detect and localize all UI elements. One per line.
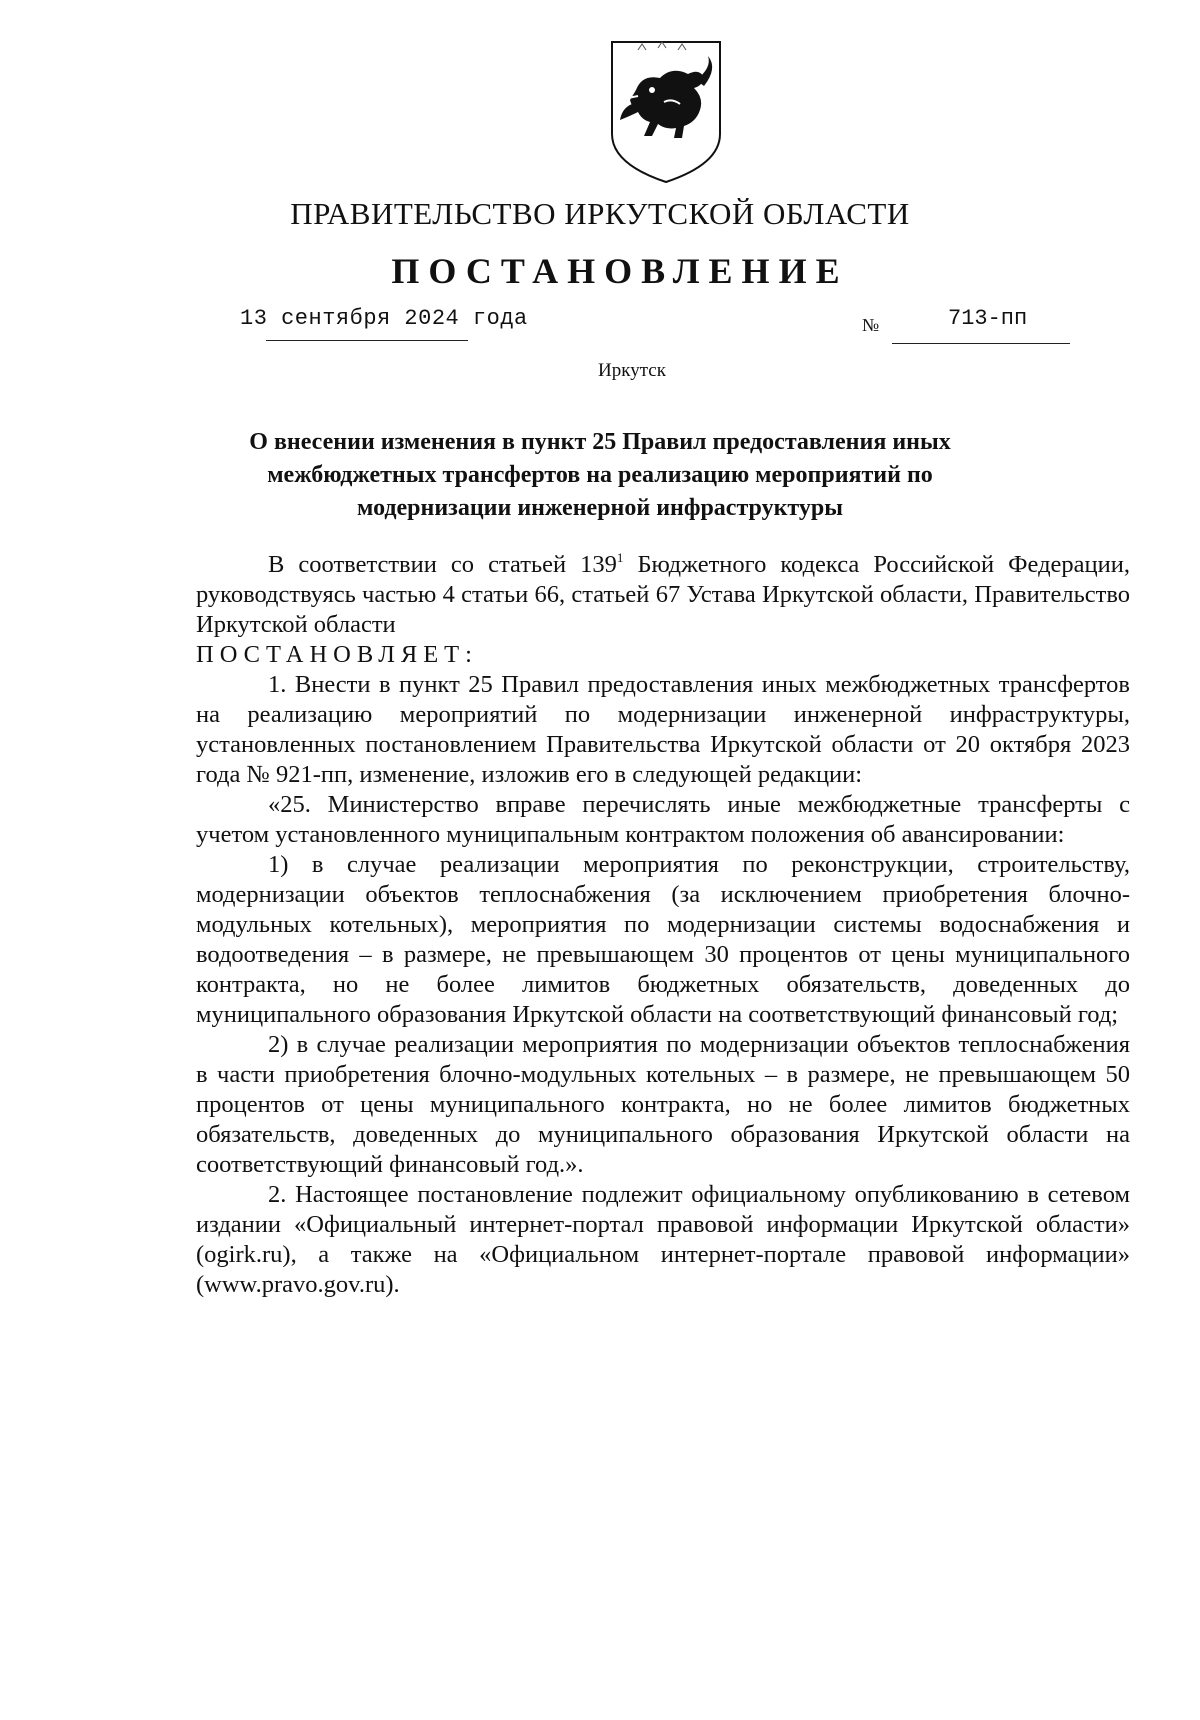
document-number: 713-пп <box>948 306 1028 331</box>
subparagraph-2: 2) в случае реализации мероприятия по модернизации объектов теплоснабжения в части приобретения блочно-модульных котельных – в размере, не превышающем 50 процентов от цены муниципального контракта, но не более лимитов бюджетных обязательств, доведенных до муниципального образования Иркутской области на соответствующий финансовый год.». <box>196 1031 1130 1178</box>
date-field <box>240 306 540 331</box>
preamble <box>196 550 1130 640</box>
article-superscript: 1 <box>616 550 624 565</box>
paragraph-item-2: 2. Настоящее постановление подлежит официальному опубликованию в сетевом издании «Официальный интернет-портал правовой информации Иркутской области» (ogirk.ru), а также на «Официальном интернет-портале правовой информации» (www.pravo.gov.ru). <box>196 1181 1130 1298</box>
title-line: модернизации инженерной инфраструктуры <box>357 495 843 521</box>
organization-name: ПРАВИТЕЛЬСТВО ИРКУТСКОЙ ОБЛАСТИ <box>290 196 910 231</box>
title-line: межбюджетных трансфертов на реализацию мероприятий по <box>267 462 933 488</box>
number-sign: № <box>862 315 880 335</box>
document-date: 13 сентября 2024 года <box>240 306 528 331</box>
document-type: ПОСТАНОВЛЕНИЕ <box>391 251 849 291</box>
subparagraph-1: 1) в случае реализации мероприятия по реконструкции, строительству, модернизации объектов теплоснабжения (за исключением приобретения блочно-модульных котельных), мероприятия по модернизации системы водоснабжения и водоотведения – в размере, не превышающем 30 процентов от цены муниципального контракта, но не более лимитов бюджетных обязательств, доведенных до муниципального образования Иркутской области на соответствующий финансовый год; <box>196 851 1130 1028</box>
city: Иркутск <box>598 360 666 381</box>
preamble-text: В соответствии со статьей 139 <box>268 551 617 578</box>
decree-word: ПОСТАНОВЛЯЕТ: <box>196 641 478 668</box>
number-underline <box>892 343 1070 344</box>
document-title <box>0 426 1200 525</box>
paragraph-item-1: 1. Внести в пункт 25 Правил предоставления иных межбюджетных трансфертов на реализацию мероприятий по модернизации инженерной инфраструктуры, установленных постановлением Правительства Иркутской области от 20 октября 2023 года № 921-пп, изменение, изложив его в следующей редакции: <box>196 671 1130 788</box>
document-body <box>196 550 1130 1300</box>
paragraph-item-25: «25. Министерство вправе перечислять иные межбюджетные трансферты с учетом установленного муниципальным контрактом положения об авансировании: <box>196 791 1130 848</box>
preamble-text: Бюджетного кодекса Российской Федерации, руководствуясь частью 4 статьи 66, статьей 67 Устава Иркутской области, Правительство Иркутской области <box>196 551 1130 638</box>
title-line: О внесении изменения в пункт 25 Правил предоставления иных <box>249 429 951 455</box>
coat-of-arms-icon <box>608 38 724 186</box>
date-underline <box>266 340 468 341</box>
